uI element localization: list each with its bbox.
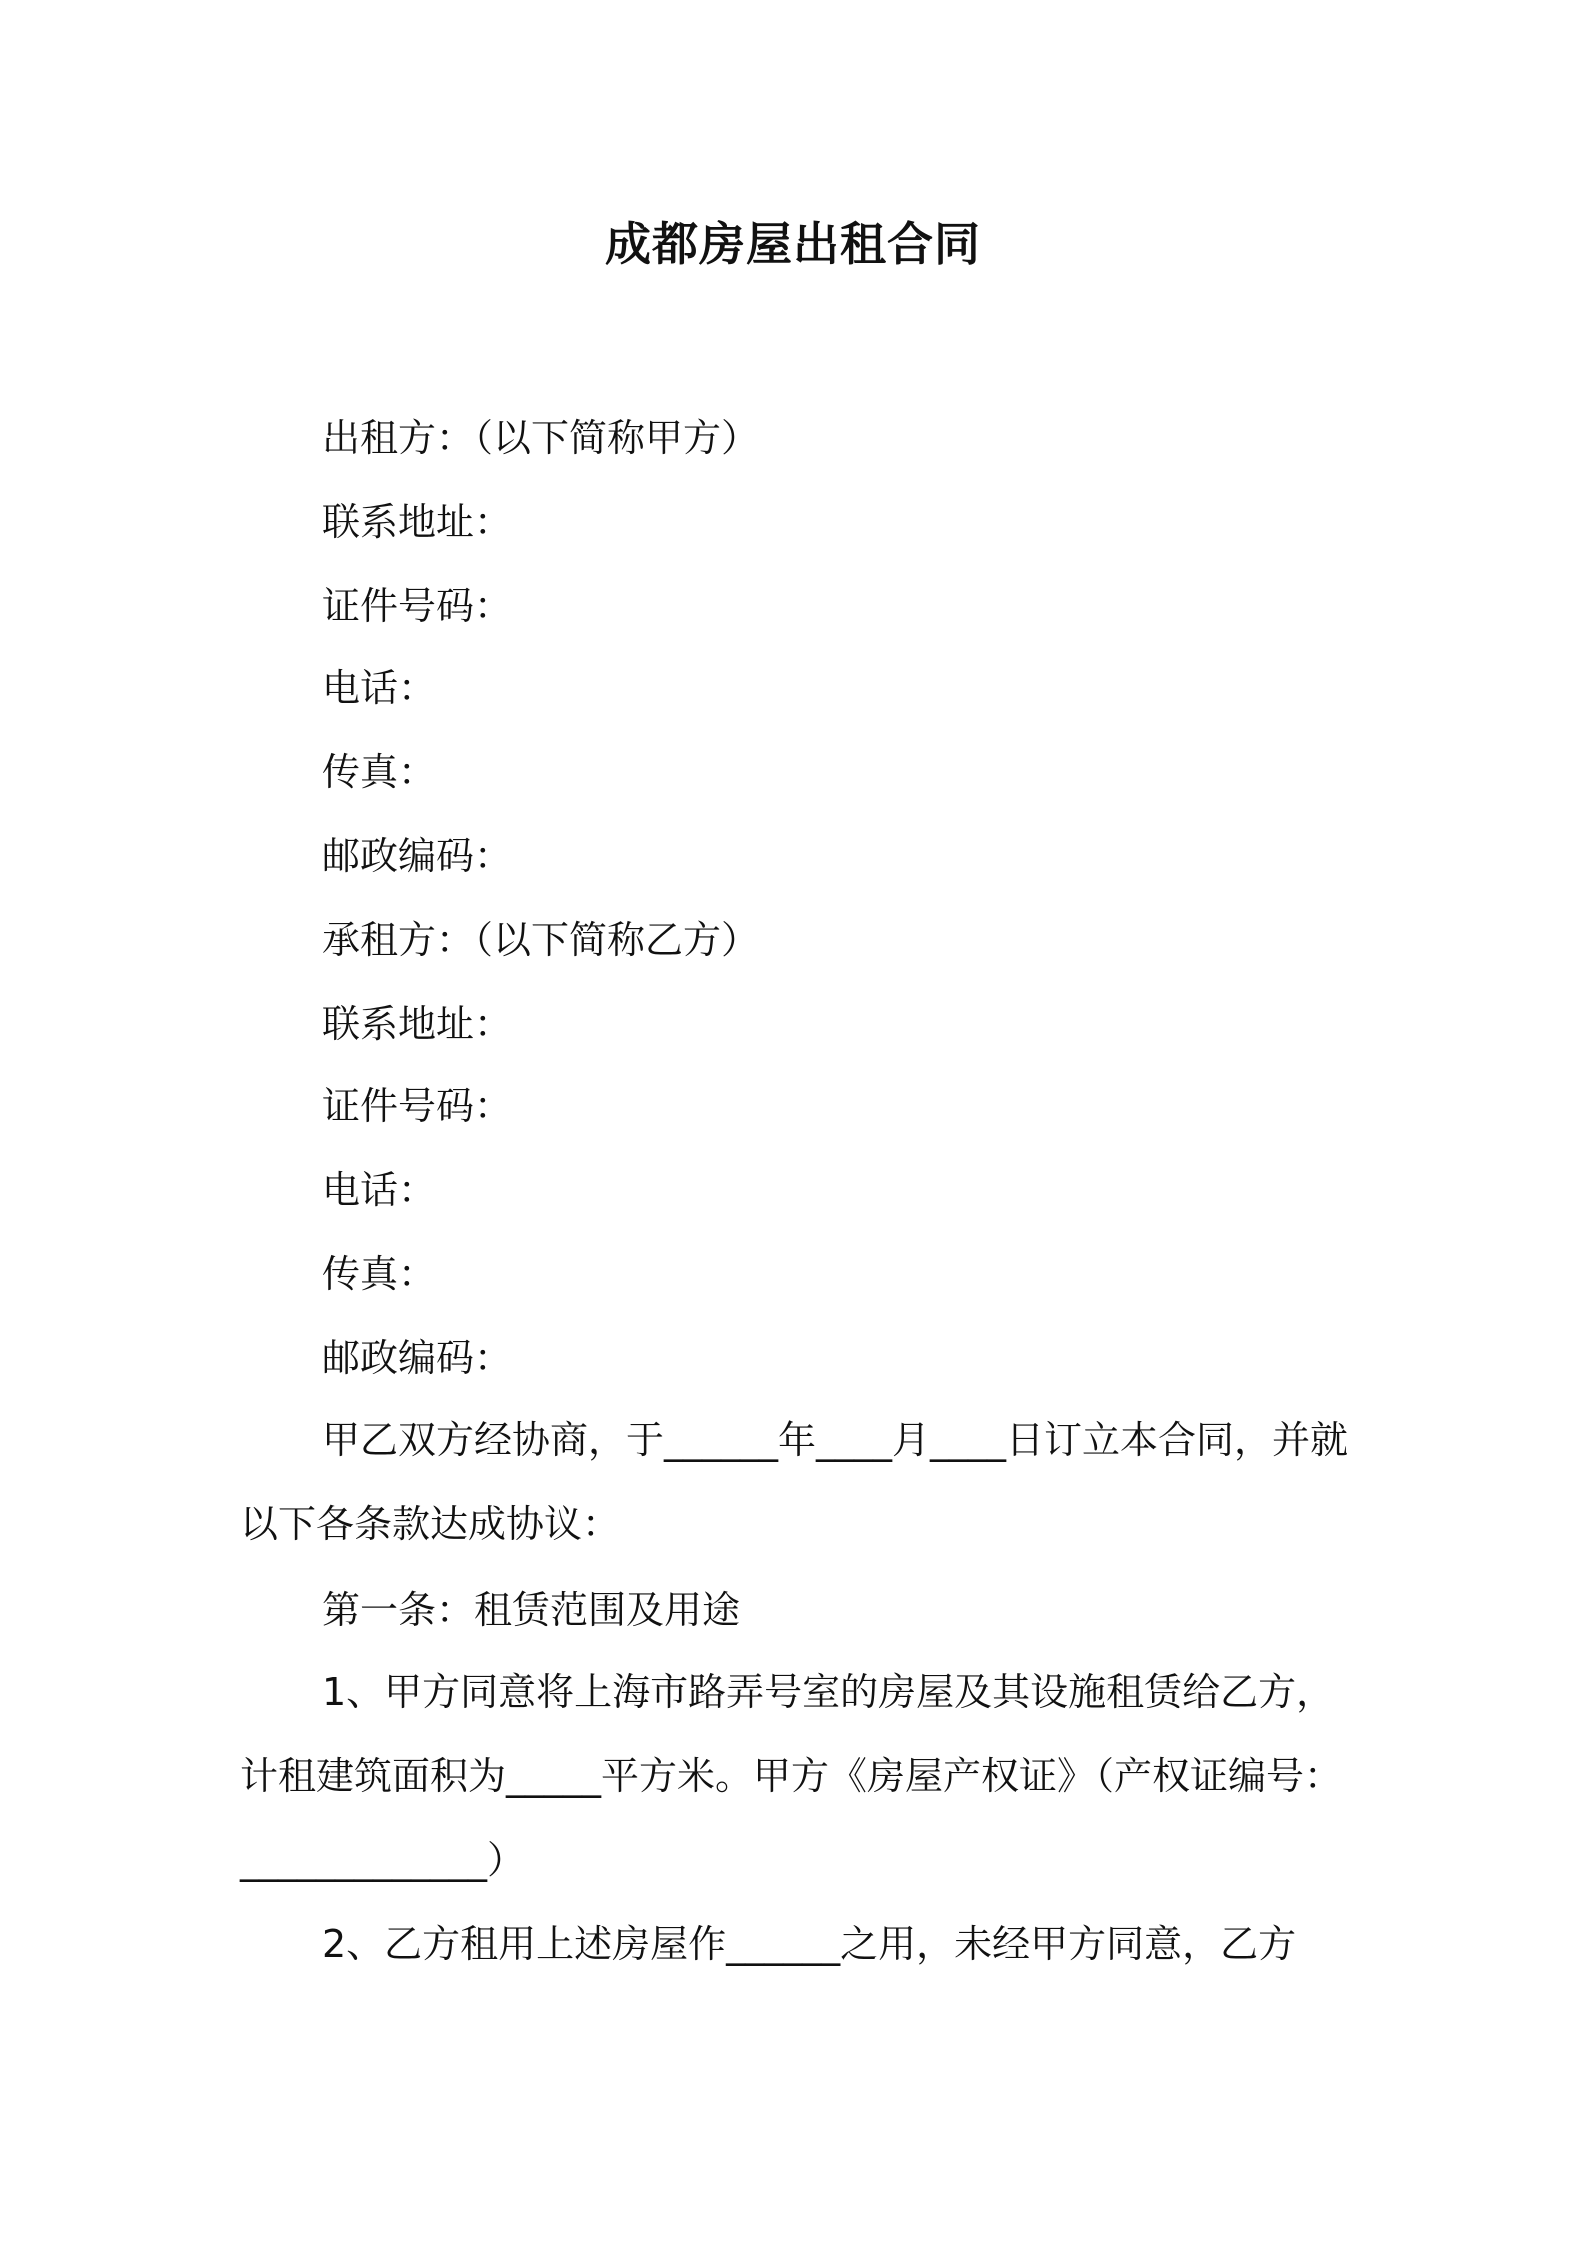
intro-paragraph: 甲乙双方经协商，于______年____月____日订立本合同，并就以下各条款达成协议：	[240, 1418, 1349, 1546]
tenant-phone: 电话：	[322, 1168, 437, 1212]
landlord-fax: 传真：	[322, 750, 437, 794]
landlord-id-number: 证件号码：	[322, 584, 513, 628]
tenant-fax: 传真：	[322, 1252, 437, 1296]
landlord-address: 联系地址：	[322, 500, 513, 544]
article1-clause1: 1、甲方同意将上海市路弄号室的房屋及其设施租赁给乙方，计租建筑面积为_____平方米。甲方《房屋产权证》（产权证编号：_____________）	[240, 1670, 1343, 1882]
document-title: 成都房屋出租合同	[605, 217, 981, 271]
landlord-party: 出租方：（以下简称甲方）	[322, 416, 760, 460]
article1-heading: 第一条：租赁范围及用途	[322, 1588, 741, 1632]
landlord-phone: 电话：	[322, 666, 437, 710]
tenant-postal-code: 邮政编码：	[322, 1336, 513, 1380]
article1-clause2: 2、乙方租用上述房屋作______之用，未经甲方同意，乙方	[322, 1922, 1297, 1966]
landlord-postal-code: 邮政编码：	[322, 834, 513, 878]
tenant-party: 承租方：（以下简称乙方）	[322, 918, 760, 962]
tenant-address: 联系地址：	[322, 1002, 513, 1046]
tenant-id-number: 证件号码：	[322, 1084, 513, 1128]
